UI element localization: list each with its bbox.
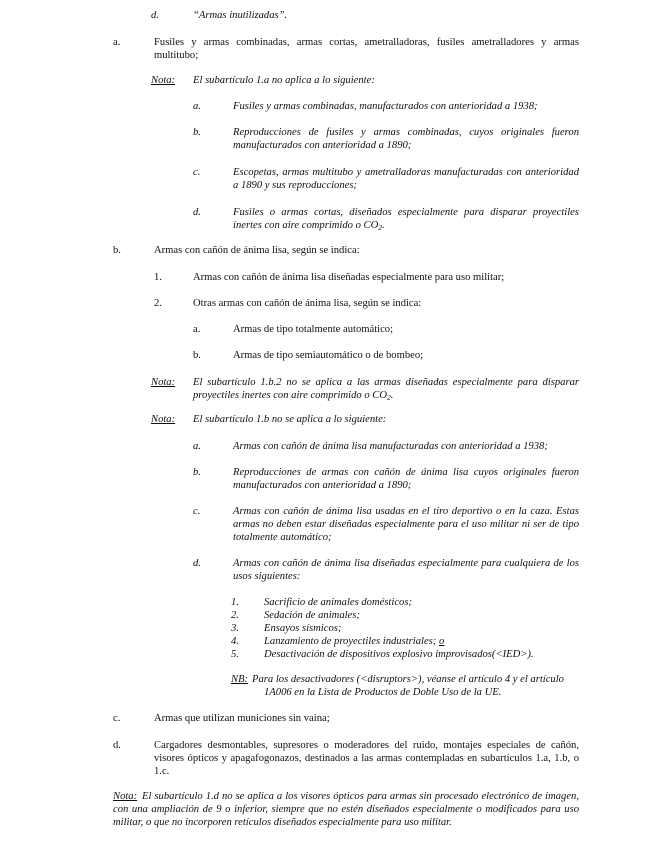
item-b-sub-label: 2. bbox=[154, 298, 162, 309]
note-a-item-text: Escopetas, armas multitubo y ametralladoras manufacturadas con anterioridad a 1890 y sus reproducciones; bbox=[233, 167, 579, 191]
note-b-item-label: b. bbox=[193, 467, 201, 478]
use-text: Sacrificio de animales domésticos; bbox=[264, 597, 412, 608]
use-label: 4. bbox=[231, 636, 239, 647]
conjunction-o: o bbox=[438, 636, 445, 647]
note-a-item-text: Fusiles y armas combinadas, manufacturados con anterioridad a 1938; bbox=[233, 101, 538, 112]
note-a-item-label: b. bbox=[193, 127, 201, 138]
note-b-item-text: Armas con cañón de ánima lisa usadas en el tiro deportivo o en la caza. Estas armas no deben estar diseñadas especialmente para el uso militar ni ser de tipo totalmente automático; bbox=[233, 506, 579, 543]
item-b-text: Armas con cañón de ánima lisa, según se indica: bbox=[154, 245, 360, 256]
use-text: Ensayos sísmicos; bbox=[264, 623, 342, 634]
item-c-label: c. bbox=[113, 713, 121, 724]
item-b2-sub-text: Armas de tipo totalmente automático; bbox=[233, 324, 394, 335]
final-note-text: El subartículo 1.d no se aplica a los visores ópticos para armas sin procesado electrónico de imagen, con una ampliación de 9 o inferior, siempre que no estén diseñados especialmente o modificados para uso militar, o que no incorporen retículos diseñados especialmente para uso militar. bbox=[113, 791, 579, 828]
use-label: 5. bbox=[231, 649, 239, 660]
use-label: 3. bbox=[231, 623, 239, 634]
nb-line-2: 1A006 en la Lista de Productos de Doble Uso de la UE. bbox=[264, 687, 502, 698]
note-b2-label: Nota: bbox=[151, 377, 176, 388]
note-a-label: Nota: bbox=[151, 75, 176, 86]
note-b-item-label: c. bbox=[193, 506, 201, 517]
item-d-label: d. bbox=[113, 740, 121, 751]
use-text: Desactivación de dispositivos explosivo improvisados(<IED>). bbox=[264, 649, 534, 660]
item-b2-sub-label: b. bbox=[193, 350, 201, 361]
note-a-item-label: c. bbox=[193, 167, 201, 178]
note-b2-text: El subartículo 1.b.2 no se aplica a las armas diseñadas especialmente para disparar proyectiles inertes con aire comprimido o $CO_2$. bbox=[193, 377, 579, 402]
item-d-text: Cargadores desmontables, supresores o moderadores del ruido, montajes especiales de cañón, visores ópticos y apagafogonazos, destinados a las armas contempladas en subartículos 1.a, 1.b, o 1.c. bbox=[154, 740, 579, 777]
item-b-sub-label: 1. bbox=[154, 272, 162, 283]
note-b-item-text: Armas con cañón de ánima lisa diseñadas especialmente para cualquiera de los usos siguientes: bbox=[233, 558, 579, 582]
item-b2-sub-label: a. bbox=[193, 324, 201, 335]
note-a-text: El subartículo 1.a no aplica a lo siguiente: bbox=[193, 75, 375, 86]
use-label: 1. bbox=[231, 597, 239, 608]
item-a-label: a. bbox=[113, 37, 121, 48]
prev-item-label: d. bbox=[151, 10, 159, 21]
prev-item-text: “Armas inutilizadas”. bbox=[193, 10, 288, 21]
item-a-text: Fusiles y armas combinadas, armas cortas, ametralladoras, fusiles ametralladores y armas multitubo; bbox=[154, 37, 579, 61]
final-note-label: Nota: bbox=[113, 791, 138, 802]
item-b-sub-text: Otras armas con cañón de ánima lisa, según se indica: bbox=[193, 298, 422, 309]
use-text: Lanzamiento de proyectiles industriales; o bbox=[264, 636, 445, 647]
nb-line-1: Para los desactivadores (<disruptors>), véanse el artículo 4 y el artículo bbox=[252, 674, 564, 685]
nb-label: NB: bbox=[231, 674, 249, 685]
note-b-item-label: a. bbox=[193, 441, 201, 452]
note-b-item-text: Reproducciones de armas con cañón de ánima lisa cuyos originales fueron manufacturados con anterioridad a 1890; bbox=[233, 467, 579, 491]
note-b-item-label: d. bbox=[193, 558, 201, 569]
note-b-label: Nota: bbox=[151, 414, 176, 425]
note-a-item-label: d. bbox=[193, 207, 201, 218]
note-a-item-label: a. bbox=[193, 101, 201, 112]
item-b2-sub-text: Armas de tipo semiautomático o de bombeo; bbox=[233, 350, 424, 361]
item-b-sub-text: Armas con cañón de ánima lisa diseñadas especialmente para uso militar; bbox=[193, 272, 505, 283]
item-c-text: Armas que utilizan municiones sin vaina; bbox=[154, 713, 330, 724]
use-text: Sedación de animales; bbox=[264, 610, 360, 621]
note-a-item-text: Reproducciones de fusiles y armas combinadas, cuyos originales fueron manufacturados con anterioridad a 1890; bbox=[233, 127, 579, 151]
note-b-text: El subartículo 1.b no se aplica a lo siguiente: bbox=[193, 414, 387, 425]
use-label: 2. bbox=[231, 610, 239, 621]
note-a-item-text: Fusiles o armas cortas, diseñados especialmente para disparar proyectiles inertes con aire comprimido o $CO_2$. bbox=[233, 207, 579, 232]
note-b-item-text: Armas con cañón de ánima lisa manufacturadas con anterioridad a 1938; bbox=[233, 441, 548, 452]
item-b-label: b. bbox=[113, 245, 121, 256]
